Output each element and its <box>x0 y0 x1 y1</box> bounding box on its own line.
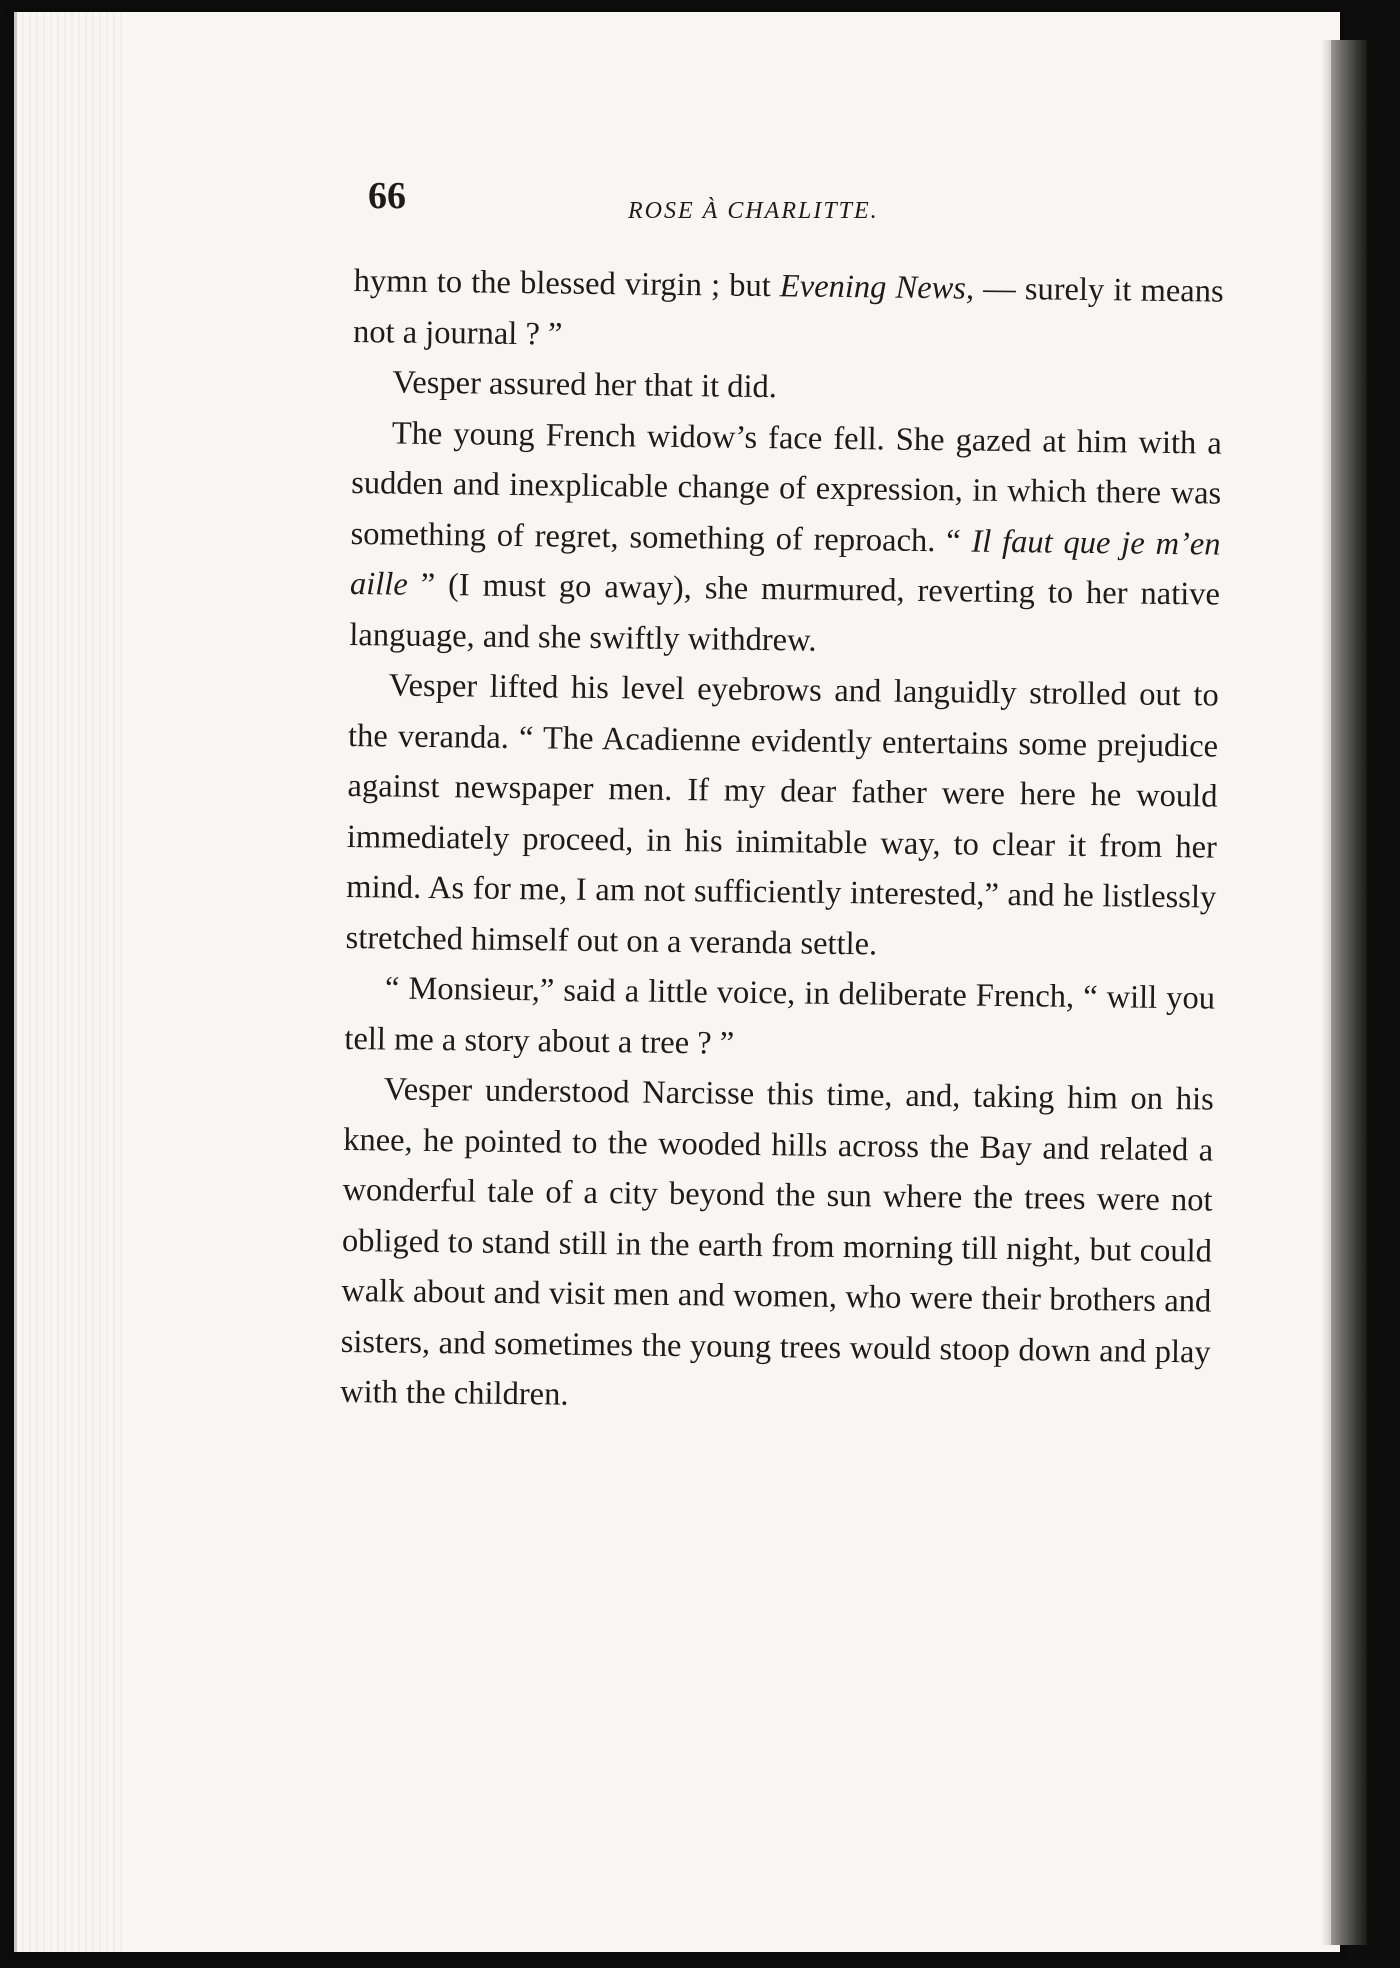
text-span: — surely it means not a journal ? ” <box>352 270 1224 353</box>
running-title: ROSE À CHARLITTE. <box>628 198 879 224</box>
body-text <box>340 256 1224 1428</box>
text-span: hymn to the blessed virgin ; but <box>353 262 781 305</box>
text-block <box>339 170 1224 1418</box>
paragraph-5 <box>344 963 1215 1075</box>
text-span: ” (I must go away), she murmured, reverting to her native language, and she swiftly withdrew. <box>349 566 1221 659</box>
text-span: Vesper assured her that it did. <box>392 364 778 406</box>
running-head <box>354 170 1224 240</box>
text-span: Vesper lifted his level eyebrows and languidly strolled out to the veranda. “ The Acadienne evidently entertains some prejudice against newspaper men. If my dear father were here he would immediately proceed, in his inimitable way, to clear it from her mind. As for me, I am not sufficiently interested,” and he listlessly stretched himself out on a veranda settle. <box>345 667 1219 962</box>
page-edges <box>14 12 127 1952</box>
paragraph-6 <box>340 1064 1214 1428</box>
text-span: “ Monsieur,” said a little voice, in deliberate French, “ will you tell me a story about a tree ? ” <box>344 970 1216 1062</box>
paragraph-4 <box>345 660 1219 974</box>
book-binding <box>1331 40 1367 1945</box>
italic-span: Evening News, <box>779 268 975 307</box>
italic-span: Il faut que je m’en aille <box>349 523 1221 603</box>
text-span: The young French widow’s face fell. She gazed at him with a sudden and inexplicable change of expression, in which there was something of regret, something of reproach. “ <box>350 414 1222 560</box>
page-number: 66 <box>368 175 406 217</box>
text-span: Vesper understood Narcisse this time, and, taking him on his knee, he pointed to the wooded hills across the Bay and related a wonderful tale of a city beyond the sun where the trees were not obliged to stand still in the earth from morning till night, but could walk about and visit men and women, who were their brothers and sisters, and sometimes the young trees would stoop down and play with the children. <box>339 1071 1214 1413</box>
paragraph-1 <box>353 256 1224 368</box>
paragraph-3 <box>349 407 1222 670</box>
